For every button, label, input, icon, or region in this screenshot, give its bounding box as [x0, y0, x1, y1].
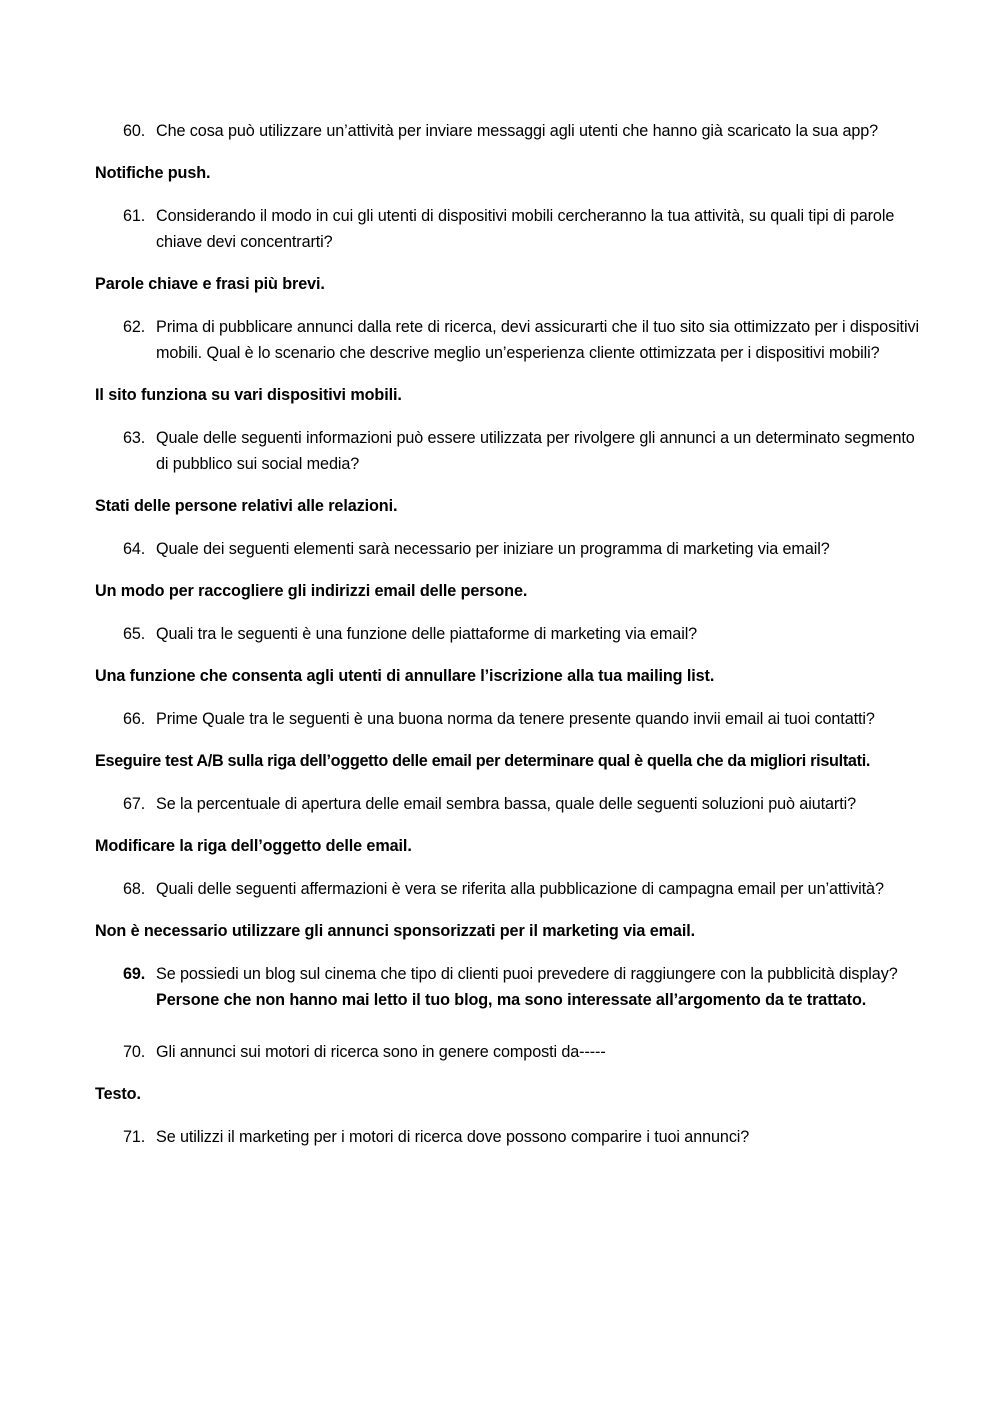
question-text: Se utilizzi il marketing per i motori di ricerca dove possono comparire i tuoi annunci? — [156, 1128, 750, 1146]
question-item — [95, 621, 925, 647]
question-number: 61. — [123, 207, 146, 225]
answer-text: Il sito funziona su vari dispositivi mobili. — [95, 386, 402, 404]
question-number: 62. — [123, 318, 146, 336]
question-item — [95, 1124, 925, 1150]
question-item — [95, 1039, 925, 1065]
answer-text: Modificare la riga dell’oggetto delle email. — [95, 837, 412, 855]
question-text: Se possiedi un blog sul cinema che tipo di clienti puoi prevedere di raggiungere con la pubblicità display? — [156, 965, 898, 983]
question-item — [95, 706, 925, 732]
question-text: Prime Quale tra le seguenti è una buona norma da tenere presente quando invii email ai tuoi contatti? — [156, 710, 875, 728]
question-text: Prima di pubblicare annunci dalla rete di ricerca, devi assicurarti che il tuo sito sia ottimizzato per i dispositivi mobili. Qual è lo scenario che descrive meglio un’esperienza cliente ottimizzata per i dispositivi mobili? — [156, 318, 919, 362]
answer-text: Un modo per raccogliere gli indirizzi email delle persone. — [95, 582, 528, 600]
question-text: Considerando il modo in cui gli utenti di dispositivi mobili cercheranno la tua attività, su quali tipi di parole chiave devi concentrarti? — [156, 207, 895, 251]
question-item — [95, 961, 925, 1013]
question-number: 66. — [123, 710, 146, 728]
question-number: 70. — [123, 1043, 146, 1061]
question-number: 63. — [123, 429, 146, 447]
question-text: Quale dei seguenti elementi sarà necessario per iniziare un programma di marketing via email? — [156, 540, 830, 558]
answer-text: Stati delle persone relativi alle relazioni. — [95, 497, 398, 515]
question-text: Quale delle seguenti informazioni può essere utilizzata per rivolgere gli annunci a un determinato segmento di pubblico sui social media? — [156, 429, 915, 473]
question-number: 68. — [123, 880, 146, 898]
question-text: Gli annunci sui motori di ricerca sono in genere composti da----- — [156, 1043, 606, 1061]
question-item — [95, 203, 925, 255]
question-text: Se la percentuale di apertura delle email sembra bassa, quale delle seguenti soluzioni può aiutarti? — [156, 795, 856, 813]
answer-text: Persone che non hanno mai letto il tuo blog, ma sono interessate all’argomento da te trattato. — [156, 991, 867, 1009]
question-number: 60. — [123, 122, 146, 140]
question-text: Quali tra le seguenti è una funzione delle piattaforme di marketing via email? — [156, 625, 698, 643]
question-number: 69. — [123, 965, 146, 983]
question-number: 71. — [123, 1128, 146, 1146]
answer-text: Non è necessario utilizzare gli annunci sponsorizzati per il marketing via email. — [95, 922, 696, 940]
question-item — [95, 425, 925, 477]
answer-text: Testo. — [95, 1085, 141, 1103]
question-item — [95, 876, 925, 902]
answer-text: Una funzione che consenta agli utenti di annullare l’iscrizione alla tua mailing list. — [95, 667, 715, 685]
question-item — [95, 791, 925, 817]
quiz-content — [95, 118, 925, 1150]
answer-text: Eseguire test A/B sulla riga dell’oggetto delle email per determinare qual è quella che da migliori risultati. — [95, 752, 871, 770]
answer-text: Notifiche push. — [95, 164, 211, 182]
question-number: 64. — [123, 540, 146, 558]
question-item — [95, 536, 925, 562]
question-number: 67. — [123, 795, 146, 813]
question-item — [95, 314, 925, 366]
answer-text: Parole chiave e frasi più brevi. — [95, 275, 325, 293]
question-item — [95, 118, 925, 144]
question-text: Che cosa può utilizzare un’attività per inviare messaggi agli utenti che hanno già scaricato la sua app? — [156, 122, 879, 140]
question-number: 65. — [123, 625, 146, 643]
question-text: Quali delle seguenti affermazioni è vera se riferita alla pubblicazione di campagna email per un’attività? — [156, 880, 884, 898]
